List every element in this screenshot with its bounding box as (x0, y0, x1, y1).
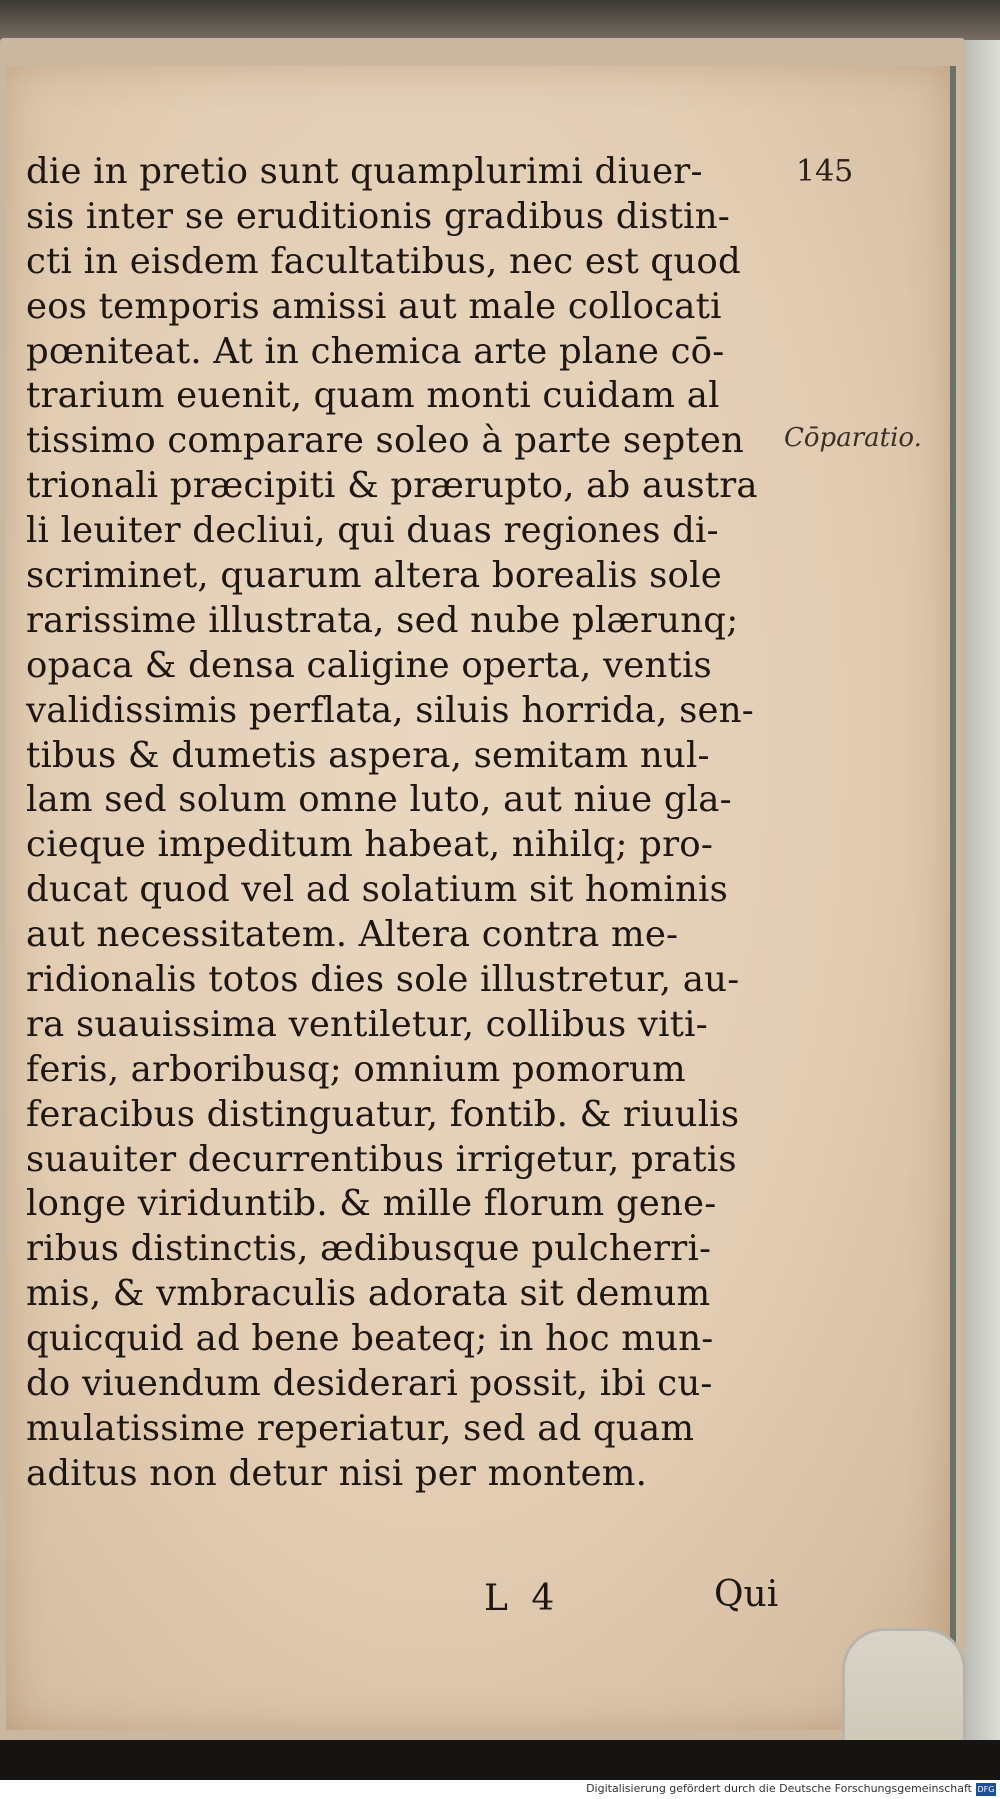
text-line: tissimo comparare soleo à parte septen (26, 420, 745, 462)
text-line: die in pretio sunt quamplurimi diuer- (26, 151, 703, 192)
text-line: ducat quod vel ad solatium sit hominis (26, 869, 728, 911)
text-line: sis inter se eruditionis gradibus distin- (26, 195, 730, 237)
catchword: Qui (714, 1574, 779, 1615)
page-number: 145 (796, 154, 854, 189)
text-line: scriminet, quarum altera borealis sole (26, 555, 722, 597)
text-line: feris, arboribusq; omnium pomorum (26, 1048, 686, 1090)
text-line: longe viriduntib. & mille florum gene- (26, 1183, 717, 1225)
funding-credit: Digitalisierung gefördert durch die Deutsche Forschungsgemeinschaft (586, 1782, 972, 1795)
text-line: suauiter decurrentibus irrigetur, pratis (26, 1138, 737, 1180)
text-line: do viuendum desiderari possit, ibi cu- (26, 1363, 713, 1405)
text-line: opaca & densa caligine operta, ventis (26, 644, 712, 686)
text-line: trionali præcipiti & prærupto, ab austra (26, 465, 758, 507)
marginal-note: Cōparatio. (784, 423, 922, 453)
page-tab (842, 1628, 966, 1751)
signature-mark: L 4 (484, 1578, 561, 1619)
text-line: mulatissime reperiatur, sed ad quam (26, 1407, 695, 1449)
text-line: mis, & vmbraculis adorata sit demum (26, 1273, 711, 1315)
text-line: trarium euenit, quam monti cuidam al (26, 375, 720, 417)
text-line: lam sed solum omne luto, aut niue gla- (26, 779, 732, 821)
book-page (6, 66, 956, 1730)
text-line: feracibus distinguatur, fontib. & riuulis (26, 1093, 740, 1135)
text-line: li leuiter decliui, qui duas regiones di- (26, 510, 719, 552)
scan-bottom-edge (0, 1740, 1000, 1780)
text-line: ra suauissima ventiletur, collibus viti- (26, 1003, 708, 1045)
footer-bar (0, 1780, 1000, 1799)
dfg-logo-icon: DFG (977, 1785, 995, 1794)
text-line: rarissime illustrata, sed nube plærunq; (26, 599, 739, 641)
text-line: quicquid ad bene beateq; in hoc mun- (26, 1318, 714, 1360)
text-line: cti in eisdem facultatibus, nec est quod (26, 240, 741, 282)
text-line: ribus distinctis, ædibusque pulcherri- (26, 1228, 712, 1270)
text-line: cieque impeditum habeat, nihilq; pro- (26, 824, 714, 866)
text-line: tibus & dumetis aspera, semitam nul- (26, 734, 710, 776)
body-text (26, 150, 786, 1497)
text-line: eos temporis amissi aut male collocati (26, 285, 722, 327)
text-line: pœniteat. At in chemica arte plane cō- (26, 330, 725, 372)
text-line: aditus non detur nisi per montem. (26, 1452, 648, 1494)
text-line: ridionalis totos dies sole illustretur, au- (26, 959, 740, 1001)
text-line: aut necessitatem. Altera contra me- (26, 914, 679, 956)
text-line: validissimis perflata, siluis horrida, sen- (26, 689, 754, 731)
